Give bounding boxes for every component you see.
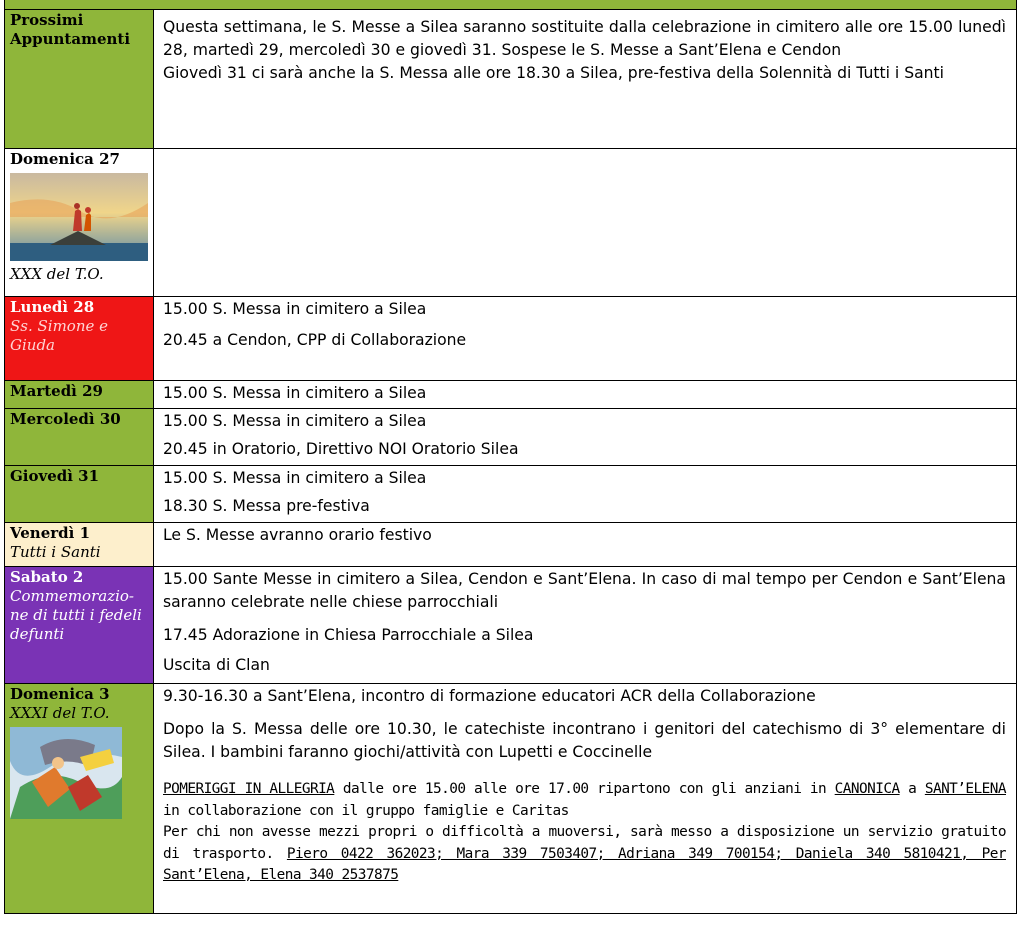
sunday-illustration-image (10, 173, 148, 261)
row-upcoming (4, 9, 1017, 148)
schedule-table (4, 0, 1017, 914)
event-item: 18.30 S. Messa pre-festiva (163, 497, 370, 515)
notice-contacts: Piero 0422 362023; Mara 339 7503407; Adriana 349 700154; Daniela 340 5810421, Per Sant’Elena, Elena 340 2537875 (163, 845, 1006, 883)
upcoming-label: Prossimi Appuntamenti (5, 10, 154, 148)
row-sunday-3 (4, 683, 1017, 914)
sunday-3-illustration-image (10, 727, 122, 819)
event-item: Dopo la S. Messa delle ore 10.30, le catechiste incontrano i genitori del catechismo di 3° elementare di Silea. I bambini faranno giochi/attività con Lupetti e Coccinelle (163, 720, 1006, 761)
row-tuesday-29 (4, 380, 1017, 408)
event-item: 9.30-16.30 a Sant’Elena, incontro di formazione educatori ACR della Collaborazione (163, 687, 816, 705)
day-wednesday-30: Mercoledì 30 (5, 409, 154, 465)
event-item: Le S. Messe avranno orario festivo (163, 526, 432, 544)
event-item: 20.45 in Oratorio, Direttivo NOI Oratorio Silea (163, 440, 519, 458)
day-monday-28: Lunedì 28 Ss. Simone e Giuda (5, 297, 154, 380)
event-item: 15.00 S. Messa in cimitero a Silea (163, 469, 427, 487)
row-thursday-31 (4, 465, 1017, 522)
event-item: 15.00 S. Messa in cimitero a Silea (163, 412, 427, 430)
day-thursday-31: Giovedì 31 (5, 466, 154, 522)
day-saturday-2: Sabato 2 Commemorazio-ne di tutti i fedeli defunti (5, 567, 154, 683)
event-item: 17.45 Adorazione in Chiesa Parrocchiale a Silea (163, 626, 534, 644)
upcoming-text: Questa settimana, le S. Messe a Silea saranno sostituite dalla celebrazione in cimitero alle ore 15.00 lunedì 28, martedì 29, mercoledì 30 e giovedì 31. Sospese le S. Messe a Sant’Elena e Cendon Giovedì 31 ci sarà anche la S. Messa alle ore 18.30 a Silea, pre-festiva della Solennità di Tutti i Santi (163, 18, 1006, 82)
day-tuesday-29: Martedì 29 (5, 381, 154, 408)
event-item: 15.00 S. Messa in cimitero a Silea (163, 384, 427, 402)
event-item: Uscita di Clan (163, 656, 270, 674)
row-friday-1 (4, 522, 1017, 566)
row-wednesday-30 (4, 408, 1017, 465)
header-bar (4, 0, 1017, 9)
notice-title: POMERIGGI IN ALLEGRIA (163, 781, 335, 797)
notice-pomeriggi: POMERIGGI IN ALLEGRIA dalle ore 15.00 alle ore 17.00 ripartono con gli anziani in CANONICA a SANT’ELENA in collaborazione con il gruppo famiglie e Caritas Per chi non avesse mezzi propri o difficoltà a muoversi, sarà messo a disposizione un servizio gratuito di trasporto. Piero 0422 362023; Mara 339 7503407; Adriana 349 700154; Daniela 340 5810421, Per Sant’Elena, Elena 340 2537875 (163, 781, 1006, 883)
event-item: 20.45 a Cendon, CPP di Collaborazione (163, 331, 467, 349)
day-friday-1: Venerdì 1 Tutti i Santi (5, 523, 154, 566)
day-sunday-3: Domenica 3 XXXI del T.O. (5, 684, 154, 913)
row-saturday-2 (4, 566, 1017, 683)
event-item: 15.00 S. Messa in cimitero a Silea (163, 300, 427, 318)
event-item: 15.00 Sante Messe in cimitero a Silea, Cendon e Sant’Elena. In caso di mal tempo per Cendon e Sant’Elena saranno celebrate nelle chiese parrocchiali (163, 570, 1006, 611)
day-sunday-27: Domenica 27 XXX del T.O. (5, 149, 154, 296)
row-monday-28 (4, 296, 1017, 380)
row-sunday-27 (4, 148, 1017, 296)
